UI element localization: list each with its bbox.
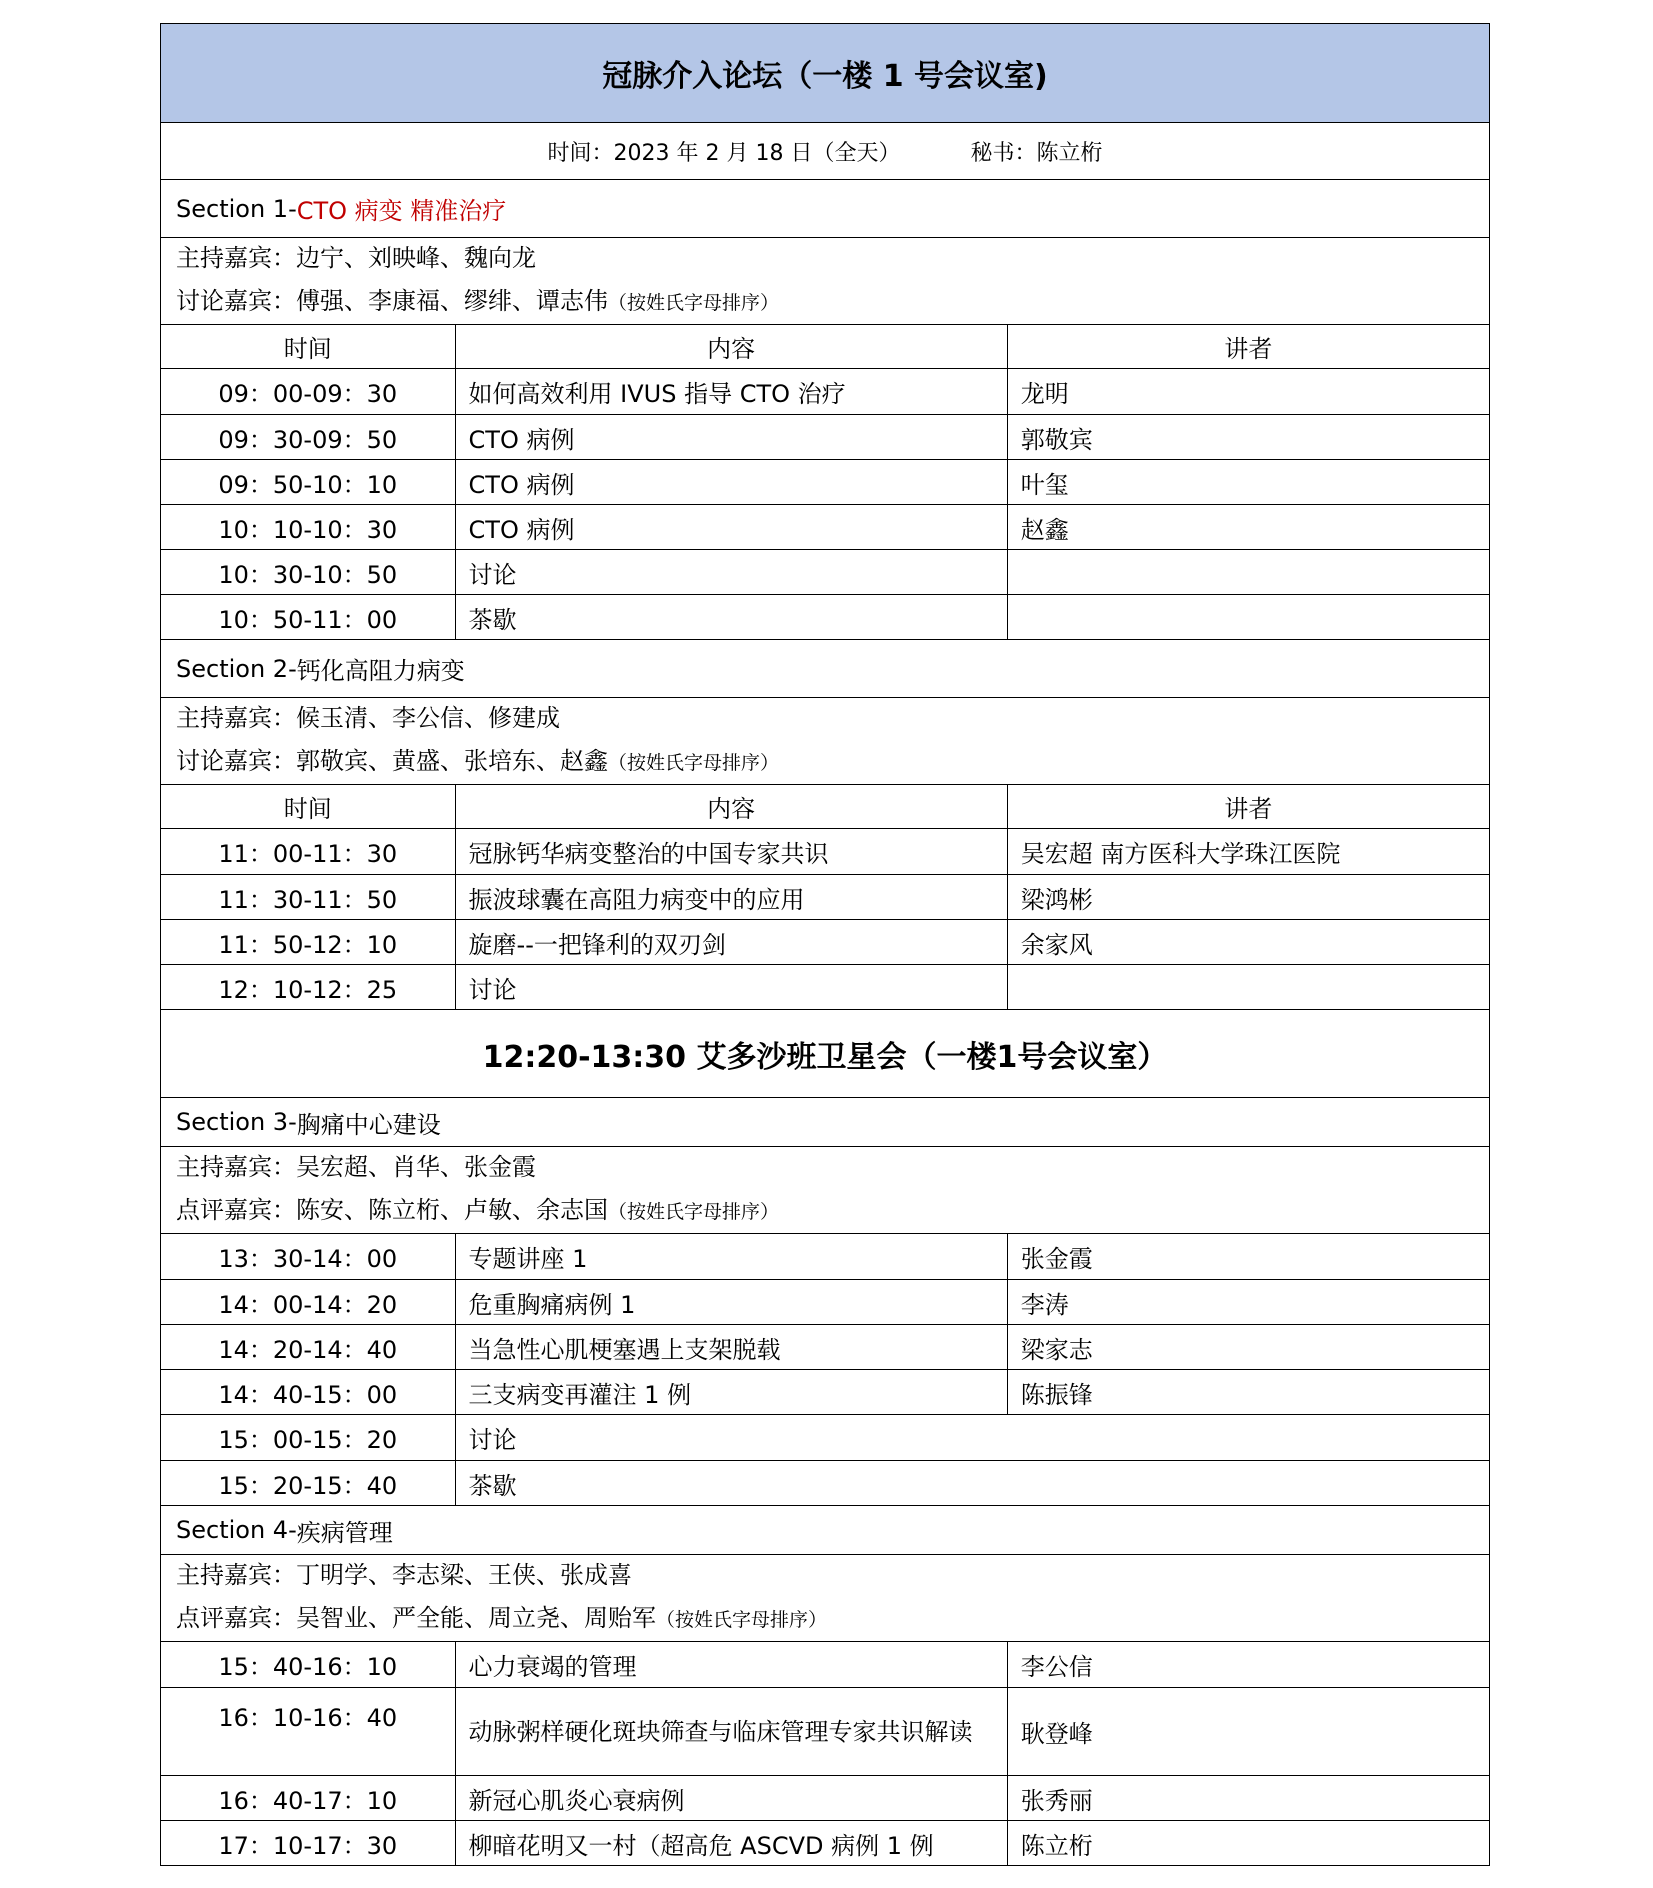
table-row: 13：30-14：00 专题讲座 1 张金霞 (161, 1233, 1489, 1279)
column-header: 时间 内容 讲者 (161, 784, 1489, 828)
satellite-banner: 12:20-13:30 艾多沙班卫星会（一楼1号会议室） (161, 1009, 1489, 1097)
table-row: 09：00-09：30 如何高效利用 IVUS 指导 CTO 治疗 龙明 (161, 368, 1489, 414)
table-row: 15：40-16：10 心力衰竭的管理 李公信 (161, 1641, 1489, 1687)
chair-guests: 主持嘉宾：候玉清、李公信、修建成 (176, 704, 560, 732)
section-3-hosts (161, 1146, 1489, 1233)
table-row: 11：50-12：10 旋磨--一把锋利的双刃剑 余家风 (161, 919, 1489, 964)
column-header: 时间 内容 讲者 (161, 324, 1489, 368)
chair-guests: 主持嘉宾：吴宏超、肖华、张金霞 (176, 1153, 536, 1181)
section-2-header: Section 2- 钙化高阻力病变 (161, 639, 1489, 697)
table-row: 14：00-14：20 危重胸痛病例 1 李涛 (161, 1279, 1489, 1324)
section-2-hosts (161, 697, 1489, 784)
table-row: 14：20-14：40 当急性心肌梗塞遇上支架脱载 梁家志 (161, 1324, 1489, 1369)
section-1-hosts (161, 237, 1489, 324)
table-row: 09：50-10：10 CTO 病例 叶玺 (161, 459, 1489, 504)
date-info: 时间：2023 年 2 月 18 日（全天） (547, 140, 901, 166)
forum-title: 冠脉介入论坛（一楼 1 号会议室) (161, 24, 1489, 122)
table-row: 15：00-15：20 讨论 (161, 1414, 1489, 1460)
table-row: 11：30-11：50 振波球囊在高阻力病变中的应用 梁鸿彬 (161, 874, 1489, 919)
table-row: 11：00-11：30 冠脉钙华病变整治的中国专家共识 吴宏超 南方医科大学珠江医院 (161, 828, 1489, 874)
discussion-guests: 讨论嘉宾：郭敬宾、黄盛、张培东、赵鑫（按姓氏字母排序） (176, 747, 780, 775)
table-row: 15：20-15：40 茶歇 (161, 1460, 1489, 1505)
info-row (161, 122, 1489, 179)
table-row: 10：30-10：50 讨论 (161, 549, 1489, 594)
table-row: 16：10-16：40 动脉粥样硬化斑块筛查与临床管理专家共识解读 耿登峰 (161, 1687, 1489, 1775)
section-3-header: Section 3- 胸痛中心建设 (161, 1097, 1489, 1146)
section-4-hosts (161, 1554, 1489, 1641)
table-row: 17：10-17：30 柳暗花明又一村（超高危 ASCVD 病例 1 例 陈立桁 (161, 1820, 1489, 1865)
table-row: 10：10-10：30 CTO 病例 赵鑫 (161, 504, 1489, 549)
table-row: 12：10-12：25 讨论 (161, 964, 1489, 1009)
chair-guests: 主持嘉宾：边宁、刘映峰、魏向龙 (176, 244, 536, 272)
review-guests: 点评嘉宾：陈安、陈立桁、卢敏、余志国（按姓氏字母排序） (176, 1196, 780, 1224)
discussion-guests: 讨论嘉宾：傅强、李康福、缪绯、谭志伟（按姓氏字母排序） (176, 287, 780, 315)
table-row: 16：40-17：10 新冠心肌炎心衰病例 张秀丽 (161, 1775, 1489, 1820)
chair-guests: 主持嘉宾：丁明学、李志梁、王侠、张成喜 (176, 1561, 632, 1589)
table-row: 10：50-11：00 茶歇 (161, 594, 1489, 639)
table-row: 09：30-09：50 CTO 病例 郭敬宾 (161, 414, 1489, 459)
section-4-header: Section 4- 疾病管理 (161, 1505, 1489, 1554)
review-guests: 点评嘉宾：吴智业、严全能、周立尧、周贻军（按姓氏字母排序） (176, 1604, 828, 1632)
table-row: 14：40-15：00 三支病变再灌注 1 例 陈振锋 (161, 1369, 1489, 1414)
secretary-info: 秘书：陈立桁 (970, 140, 1103, 166)
section-1-header: Section 1- CTO 病变 精准治疗 (161, 179, 1489, 237)
schedule-table (160, 23, 1490, 1866)
